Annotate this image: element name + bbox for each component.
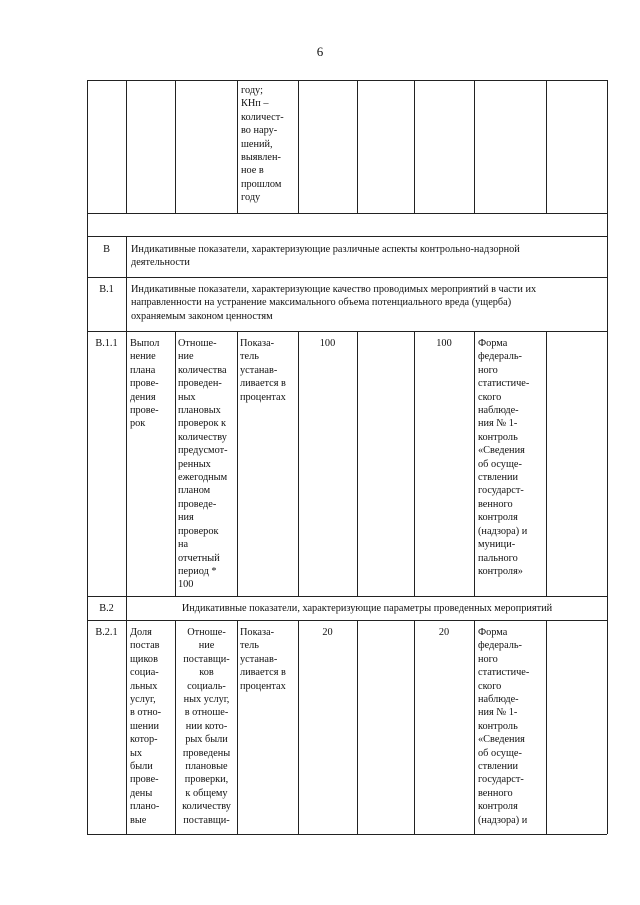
table-rule [87,331,607,332]
table-rule [126,331,127,596]
indicator-name: Доля постав щиков социа- льных услуг, в отно- шении котор- ых были прове- дены плано- вые [130,627,162,826]
indicator-value: 20 [438,627,450,638]
page-number: 6 [316,44,324,59]
table-rule [175,80,176,213]
indicators-table [87,80,607,834]
table-rule [414,331,415,596]
table-rule [357,80,358,213]
table-rule [237,620,238,834]
table-rule [414,620,415,834]
indicator-code: В.1.1 [95,338,118,349]
section-code: В [103,244,110,255]
section-code: В.2 [99,603,114,614]
indicator-code: В.2.1 [95,627,118,638]
table-rule [546,80,547,213]
table-rule [126,80,127,213]
continued-formula-text: году; КНп – количест- во нару- шений, выявлен- ное в прошлом году [241,85,284,204]
indicator-formula: Отноше- ние поставщи- ков социаль- ных услуг, в отноше- нии кото- рых были проведены плановые проверки, к общему количеству поставщи- [182,627,231,826]
indicator-formula: Отноше- ние количества проведен- ных плановых проверок к количеству предусмот- ренных ежегодным планом проведе- ния проверок на отчетный период * 100 [178,338,228,591]
section-title: Индикативные показатели, характеризующие различные аспекты контрольно-надзорной деятельности [131,244,520,269]
table-rule [474,331,475,596]
table-rule [87,277,607,278]
table-rule [126,236,127,331]
indicator-source: Форма федераль- ного статистиче- ского наблюде- ния № 1- контроль «Сведения об осуще- ствлении государст- венного контроля (надзора) и муници- пального контроля» [478,338,530,577]
indicator-source: Форма федераль- ного статистиче- ского наблюде- ния № 1- контроль «Сведения об осуще- ствлении государст- венного контроля (надзора) и [478,627,530,826]
table-rule [546,331,547,596]
table-rule [175,331,176,596]
table-rule [237,80,238,213]
table-rule [607,80,608,834]
indicator-value: 100 [319,338,336,349]
table-rule [87,236,607,237]
table-rule [298,80,299,213]
section-title: Индикативные показатели, характеризующие качество проводимых мероприятий в части их направленности на устранение максимального объема потенциального вреда (ущерба) охраняемым законом ценностям [131,284,537,322]
indicator-name: Выпол нение плана прове- дения прове- рок [130,338,160,430]
indicator-unit: Показа- тель устанав- ливается в процентах [240,338,286,403]
table-rule [87,80,607,81]
table-rule [126,620,127,834]
table-rule [414,80,415,213]
table-rule [87,620,607,621]
section-code: В.1 [99,284,114,295]
table-rule [87,213,607,214]
table-rule [357,620,358,834]
indicator-value: 100 [436,338,452,349]
table-rule [546,620,547,834]
indicator-value: 20 [322,627,333,638]
table-rule [87,596,607,597]
indicator-unit: Показа- тель устанав- ливается в процентах [240,627,286,692]
table-rule [87,834,607,835]
table-rule [87,80,88,834]
table-rule [298,331,299,596]
table-rule [357,331,358,596]
table-rule [298,620,299,834]
section-title: Индикативные показатели, характеризующие параметры проведенных мероприятий [181,603,553,614]
table-rule [474,80,475,213]
table-rule [474,620,475,834]
